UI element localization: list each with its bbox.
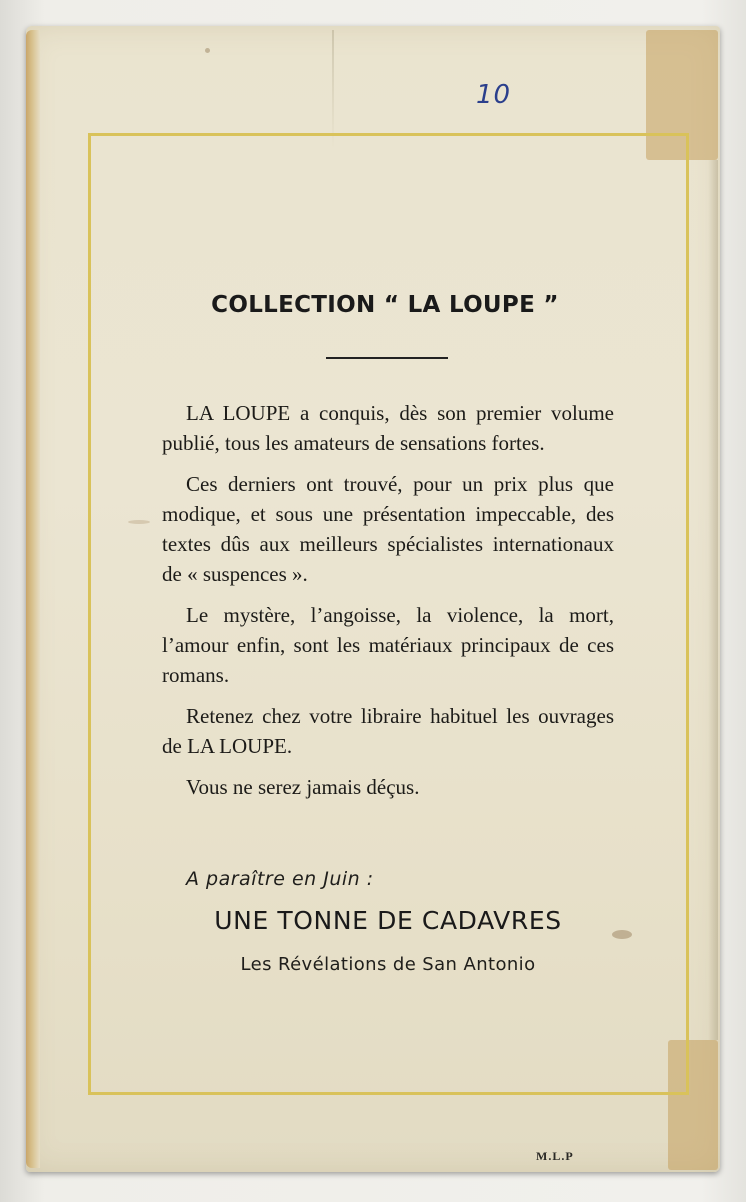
paragraph-presentation: Ces derniers ont trouvé, pour un prix plus que modique, et sous une présentation impeccable, des textes dûs aux meilleurs spécialistes internationaux de « suspences ». <box>162 472 614 586</box>
handwritten-number: 10 <box>476 80 512 110</box>
book-spine-edge <box>26 30 40 1168</box>
printer-mark: M.L.P <box>536 1149 574 1163</box>
paragraph-conquest: LA LOUPE a conquis, dès son premier volume publié, tous les amateurs de sensations fortes. <box>162 401 614 455</box>
paragraph-closing: Vous ne serez jamais déçus. <box>186 775 420 799</box>
upcoming-book-subtitle: Les Révélations de San Antonio <box>240 954 536 975</box>
cover-crease <box>332 30 334 150</box>
stain-spot <box>205 48 210 53</box>
upcoming-announcement: A paraître en Juin : <box>186 868 374 890</box>
title-divider <box>326 357 448 359</box>
worn-right-edge <box>708 160 718 1040</box>
blurb-text <box>162 398 614 813</box>
paragraph-bookseller: Retenez chez votre libraire habituel les ouvrages de LA LOUPE. <box>162 704 614 758</box>
collection-title: COLLECTION “ LA LOUPE ” <box>211 292 559 318</box>
paragraph-themes: Le mystère, l’angoisse, la violence, la mort, l’amour enfin, sont les matériaux principaux de ces romans. <box>162 603 614 687</box>
upcoming-book-title: UNE TONNE DE CADAVRES <box>214 906 562 935</box>
